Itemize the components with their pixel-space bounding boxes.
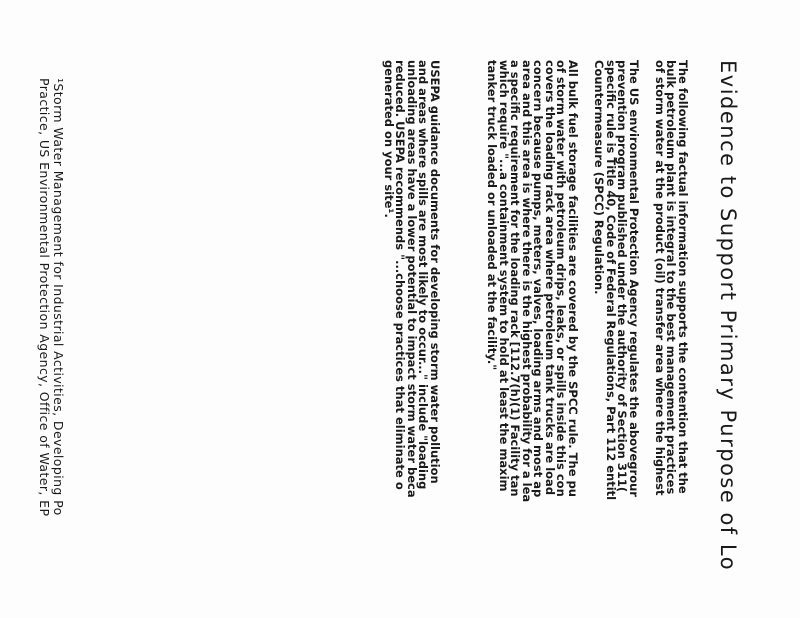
paragraph-line: and areas where spills are most likely to occur..." include "loading <box>416 60 431 490</box>
paragraph-line: concern because pumps, meters, valves, loading arms and most ap <box>531 60 546 498</box>
paragraph-epa-regulation <box>593 60 639 500</box>
paragraph-line: of storm water at the product (oil) transfer area where the highest <box>653 60 667 496</box>
paragraph-usepa-guidance <box>383 60 441 498</box>
paragraph-line: USEPA guidance documents for developing storm water pollution <box>428 60 442 484</box>
footnote <box>37 78 65 516</box>
paragraph-line: which require "...a containment system to hold at least the maxim <box>497 60 511 492</box>
footnote-line: Practice, US Environmental Protection Agency, Office of Water, EP <box>37 78 52 517</box>
paragraph-line: The US environmental Protection Agency regulates the abovegrour <box>627 60 641 497</box>
paragraph-line: reduced. USEPA recommends "...choose practices that eliminate o <box>393 60 408 490</box>
paragraph-line: specific rule is Title 40, Code of Federal Regulations, Part 112 entitl <box>604 60 618 501</box>
paragraph-line: prevention program published under the authority of Section 311( <box>615 60 630 493</box>
paragraph-line: bulk petroleum plant is integral to the best management practices <box>664 60 679 495</box>
paragraph-line: covers the loading rack area where petroleum tank trucks are load <box>543 60 557 496</box>
paragraph-line: The following factual information supports the contention that the <box>676 60 690 494</box>
paragraph-line: area and this area is where there is the highest probability for a lea <box>520 60 534 503</box>
paragraph-line: All bulk fuel storage facilities are covered by the SPCC rule. The pu <box>566 60 580 497</box>
paragraph-line: tanker truck loaded or unloaded at the facility." <box>485 60 500 371</box>
footnote-line: ¹Storm Water Management for Industrial Activities, Developing Po <box>51 78 66 516</box>
paragraph-line: unloading areas have a lower potential to impact storm water beca <box>405 60 419 498</box>
paragraph-spcc-rule <box>486 60 578 502</box>
paragraph-line: a specific requirement for the loading rack [112.7(h)(1) Facility tan <box>508 60 523 497</box>
paragraph-line: Countermeasure (SPCC) Regulation. <box>592 60 607 295</box>
paragraph-line: of storm water with petroleum drips, leaks, or spills inside this con <box>554 60 569 497</box>
paragraph-line: generated on your site¹. <box>382 60 396 218</box>
document-title: Evidence to Support Primary Purpose of Lo <box>716 60 740 572</box>
paragraph-intro <box>654 60 689 495</box>
